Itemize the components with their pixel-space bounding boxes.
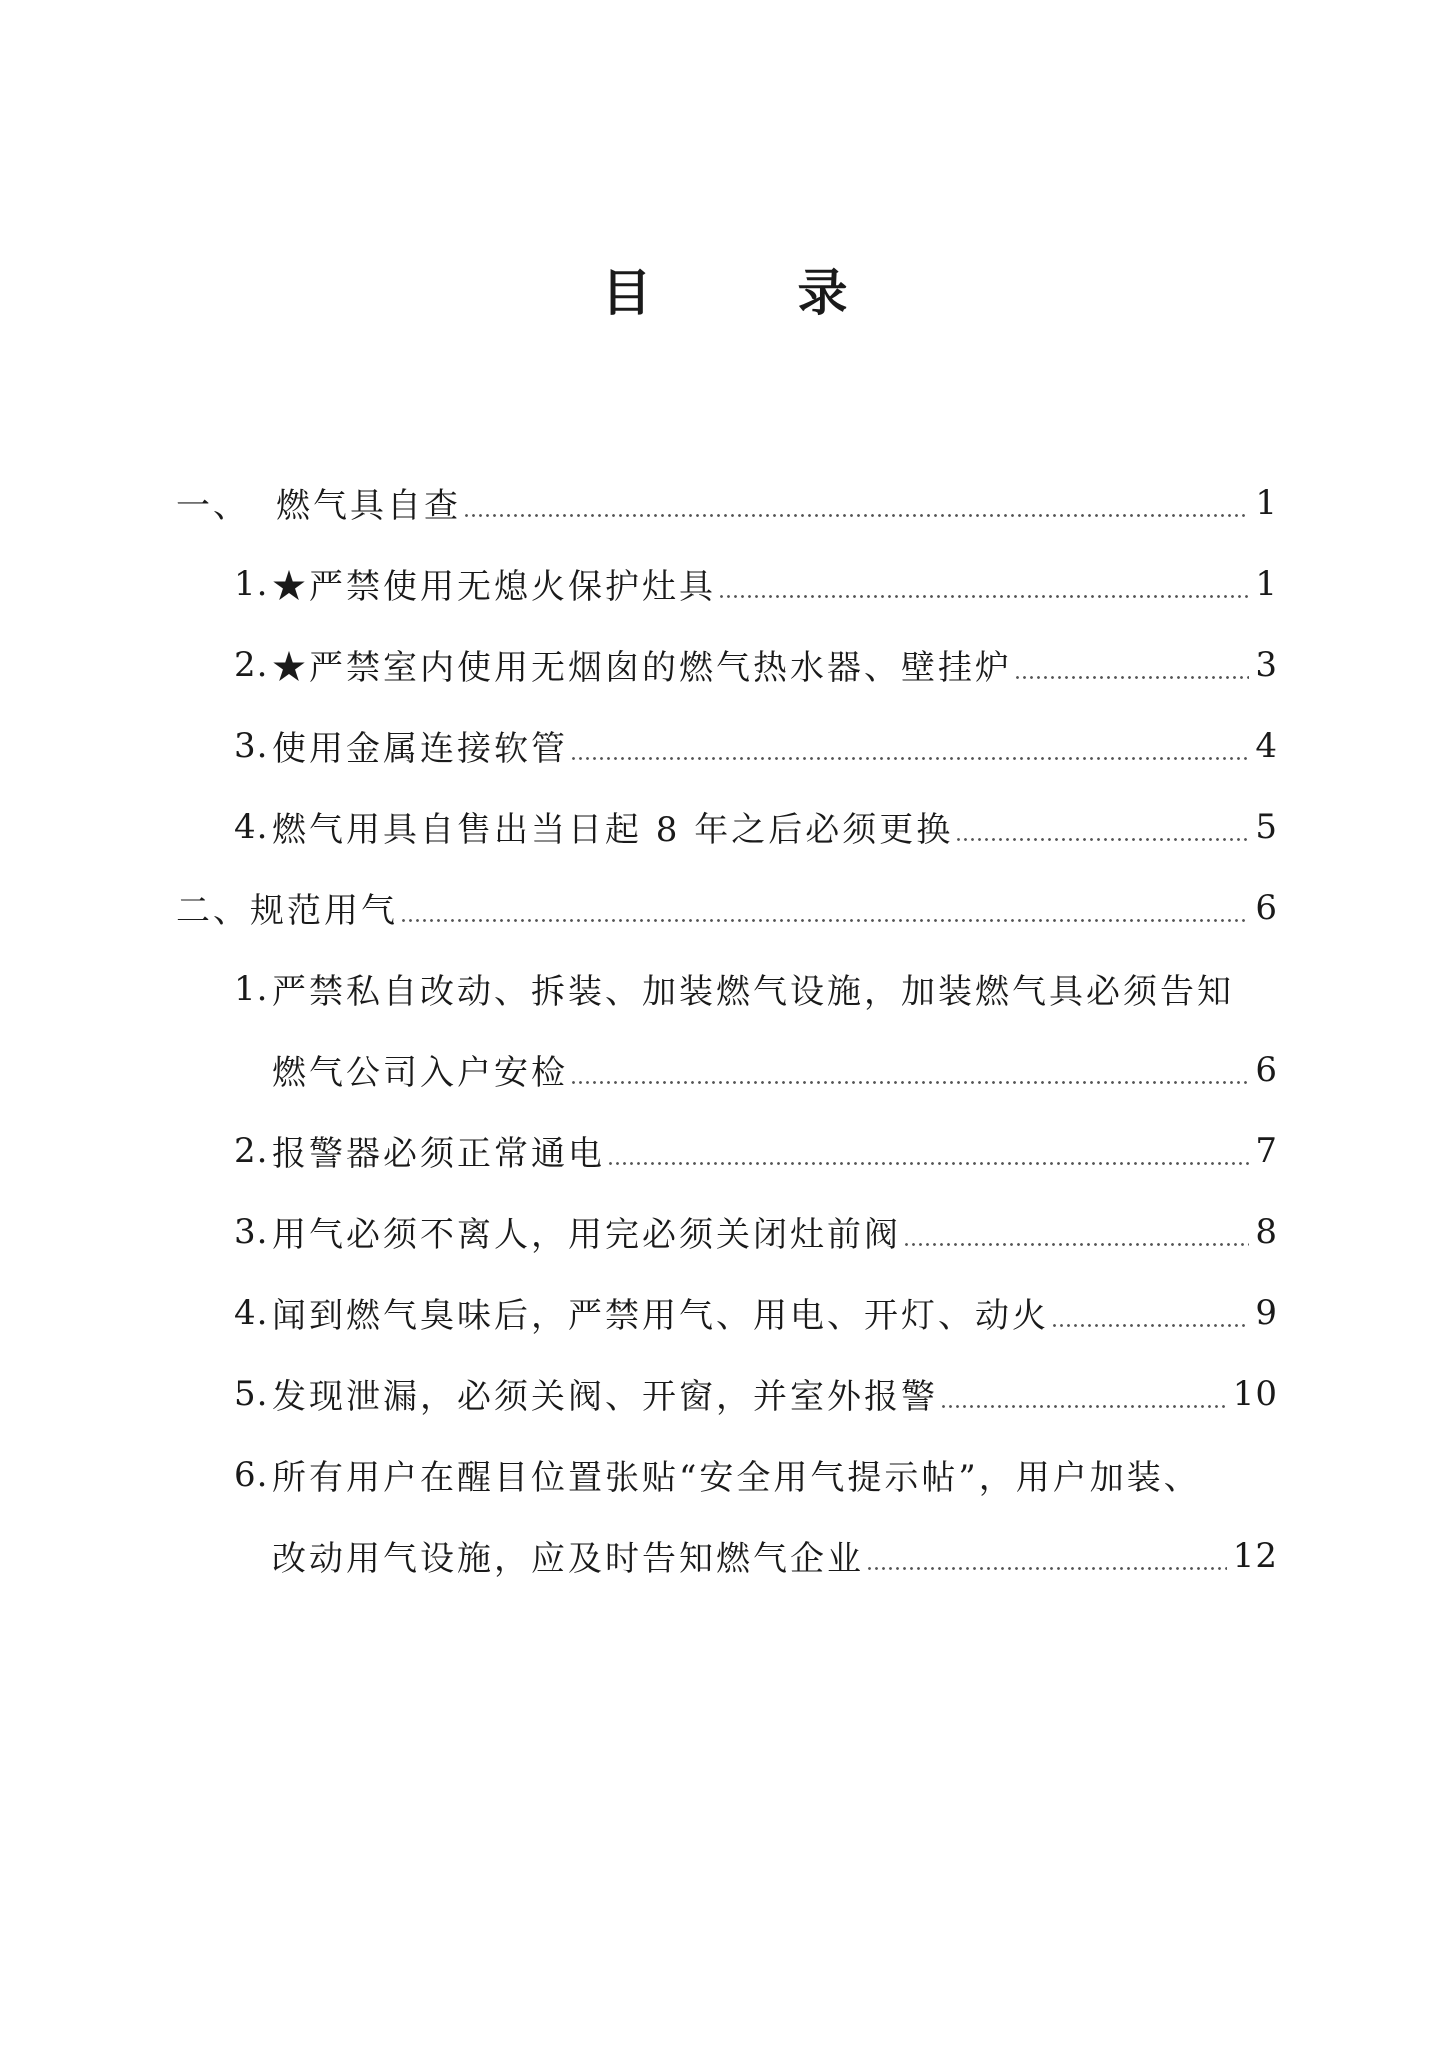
toc-item-2-4[interactable]: [176, 1272, 1278, 1353]
toc-item-title: 燃气公司入户安检: [272, 1053, 568, 1093]
toc-item-title: 使用金属连接软管: [272, 729, 568, 769]
toc-dot-leader: [940, 1377, 1227, 1411]
toc-item-number: 6.: [234, 1454, 269, 1495]
toc-dot-leader: [718, 567, 1249, 601]
toc-item-2-5[interactable]: [176, 1353, 1278, 1434]
toc-item-number: 1.: [234, 563, 269, 604]
toc-dot-leader: [607, 1134, 1249, 1168]
toc-section-title: 燃气具自查: [276, 486, 461, 526]
toc-item-2-1-continued[interactable]: [176, 1029, 1278, 1110]
toc-item-2-6-continued[interactable]: [176, 1515, 1278, 1596]
toc-item-title: ★严禁室内使用无烟囱的燃气热水器、壁挂炉: [272, 648, 1012, 688]
toc-page-number: 8: [1255, 1211, 1278, 1252]
toc-section-title: 规范用气: [250, 891, 398, 931]
table-of-contents: [176, 462, 1278, 1596]
toc-dot-leader: [955, 810, 1249, 844]
toc-item-number: 4.: [234, 1292, 269, 1333]
toc-item-number: 3.: [234, 725, 269, 766]
toc-item-2-2[interactable]: [176, 1110, 1278, 1191]
toc-page-number: 1: [1255, 482, 1278, 523]
toc-page-number: 9: [1255, 1292, 1278, 1333]
toc-item-2-6[interactable]: [176, 1434, 1278, 1515]
toc-item-number: 3.: [234, 1211, 269, 1252]
toc-item-title: 改动用气设施，应及时告知燃气企业: [272, 1539, 864, 1579]
toc-item-title: 报警器必须正常通电: [272, 1134, 605, 1174]
toc-section-2[interactable]: [176, 867, 1278, 948]
toc-page-number: 6: [1255, 1049, 1278, 1090]
toc-page-number: 4: [1255, 725, 1278, 766]
toc-item-2-1[interactable]: [176, 948, 1278, 1029]
toc-item-1-1[interactable]: [176, 543, 1278, 624]
toc-dot-leader: [903, 1215, 1249, 1249]
toc-page-number: 10: [1232, 1373, 1278, 1414]
toc-item-title: 所有用户在醒目位置张贴“安全用气提示帖”，用户加装、: [272, 1458, 1201, 1498]
toc-item-1-3[interactable]: [176, 705, 1278, 786]
toc-dot-leader: [570, 1053, 1249, 1087]
toc-item-title: 严禁私自改动、拆装、加装燃气设施，加装燃气具必须告知: [272, 972, 1234, 1012]
toc-item-number: 2.: [234, 644, 269, 685]
page-title: 目 录: [601, 263, 896, 322]
toc-page-number: 7: [1255, 1130, 1278, 1171]
toc-item-title: 发现泄漏，必须关阀、开窗，并室外报警: [272, 1377, 938, 1417]
toc-section-number: 一、: [176, 486, 250, 526]
toc-item-number: 4.: [234, 806, 269, 847]
toc-page-number: 12: [1232, 1535, 1278, 1576]
toc-page-number: 5: [1255, 806, 1278, 847]
toc-dot-leader: [1014, 648, 1249, 682]
toc-item-1-2[interactable]: [176, 624, 1278, 705]
toc-item-title: 闻到燃气臭味后，严禁用气、用电、开灯、动火: [272, 1296, 1049, 1336]
toc-dot-leader: [866, 1539, 1227, 1573]
toc-item-number: 1.: [234, 968, 269, 1009]
toc-item-number: 2.: [234, 1130, 269, 1171]
toc-item-1-4[interactable]: [176, 786, 1278, 867]
toc-dot-leader: [400, 891, 1249, 925]
toc-item-title: 燃气用具自售出当日起 8 年之后必须更换: [272, 810, 954, 850]
toc-dot-leader: [1051, 1296, 1249, 1330]
toc-section-1[interactable]: [176, 462, 1278, 543]
toc-dot-leader: [570, 729, 1249, 763]
toc-section-number: 二、: [176, 891, 250, 931]
toc-page-number: 1: [1255, 563, 1278, 604]
toc-page-number: 3: [1255, 644, 1278, 685]
toc-item-2-3[interactable]: [176, 1191, 1278, 1272]
toc-item-title: 用气必须不离人，用完必须关闭灶前阀: [272, 1215, 901, 1255]
toc-item-title: ★严禁使用无熄火保护灶具: [272, 567, 716, 607]
toc-item-number: 5.: [234, 1373, 269, 1414]
toc-dot-leader: [463, 486, 1249, 520]
toc-page-number: 6: [1255, 887, 1278, 928]
